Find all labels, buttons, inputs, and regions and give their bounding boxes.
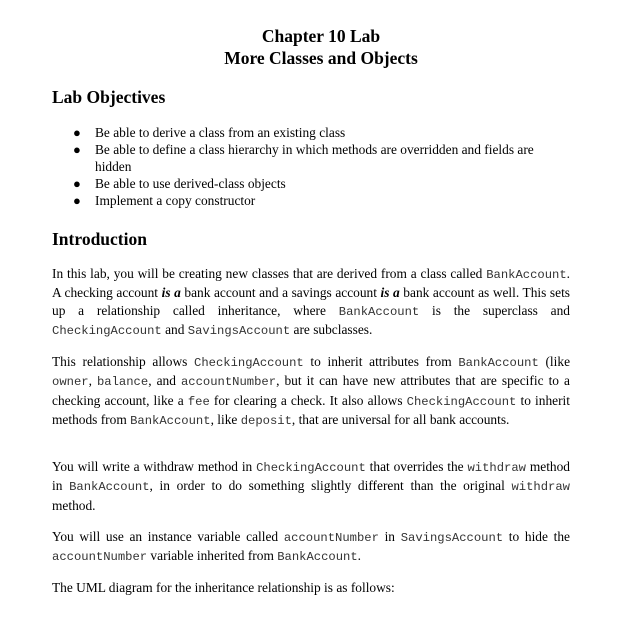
- text: variable inherited from: [147, 548, 278, 564]
- code-term: accountNumber: [180, 375, 277, 390]
- code-term: deposit: [240, 414, 292, 429]
- code-term: accountNumber: [283, 531, 379, 545]
- code-term: BankAccount: [458, 356, 539, 370]
- intro-paragraph-1: [52, 265, 570, 341]
- text: In this lab, you will be creating new classes that are derived from a class called: [52, 266, 487, 281]
- code-term: BankAccount: [486, 268, 567, 282]
- code-term: fee: [187, 394, 210, 409]
- code-term: CheckingAccount: [406, 394, 517, 409]
- text: , like: [210, 412, 241, 428]
- bullet-icon: ●: [73, 125, 81, 140]
- code-term: accountNumber: [52, 550, 148, 565]
- text: (like: [538, 354, 571, 369]
- emphasis: is a: [380, 285, 400, 301]
- text: method.: [52, 497, 96, 513]
- code-term: CheckingAccount: [52, 324, 162, 339]
- text: to hide the: [503, 529, 570, 544]
- code-term: BankAccount: [338, 304, 420, 319]
- bullet-icon: ●: [73, 176, 81, 191]
- code-term: withdraw: [467, 461, 526, 475]
- objective-text: Be able to derive a class from an existing class: [95, 125, 346, 140]
- bullet-icon: ●: [73, 193, 81, 208]
- objective-text: Implement a copy constructor: [95, 193, 256, 208]
- text: ,: [88, 373, 97, 389]
- code-term: BankAccount: [69, 480, 150, 495]
- text: that overrides the: [365, 459, 468, 474]
- objectives-list: [52, 124, 572, 209]
- text: You will write a withdraw method in: [52, 459, 257, 474]
- code-term: balance: [96, 375, 149, 390]
- text: , in order to do something slightly different than the original: [149, 478, 512, 494]
- code-term: SavingsAccount: [187, 324, 291, 339]
- text: , but it can have new attributes that are specific to a checking account, like a: [52, 373, 570, 408]
- text: bank account and a savings account: [180, 285, 381, 301]
- text: for clearing a check. It also allows: [209, 392, 407, 408]
- list-item: [52, 175, 572, 192]
- code-term: withdraw: [511, 480, 570, 495]
- text: in: [378, 529, 401, 544]
- list-item: [52, 124, 572, 141]
- intro-paragraph-5: The UML diagram for the inheritance relationship is as follows:: [52, 580, 395, 595]
- code-term: owner: [52, 375, 89, 390]
- chapter-title: Chapter 10 Lab: [261, 26, 381, 46]
- text: , and: [148, 373, 181, 389]
- text: to inherit methods from: [52, 392, 570, 428]
- emphasis: is a: [161, 285, 181, 301]
- objective-text: Be able to use derived-class objects: [95, 176, 286, 191]
- list-item: [52, 141, 572, 175]
- code-term: CheckingAccount: [256, 461, 366, 475]
- text: bank account as well. This sets up a relationship called inheritance, where: [52, 285, 571, 318]
- lab-objectives-heading: Lab Objectives: [52, 87, 166, 107]
- text: are subclasses.: [290, 322, 373, 338]
- code-term: BankAccount: [130, 414, 211, 429]
- text: .: [357, 548, 362, 564]
- list-item: [52, 192, 572, 209]
- code-term: SavingsAccount: [400, 531, 504, 545]
- introduction-heading: Introduction: [52, 229, 147, 249]
- intro-paragraph-4: [52, 528, 570, 567]
- text: is the superclass and: [419, 302, 570, 318]
- intro-paragraph-2: [52, 353, 570, 431]
- bullet-icon: ●: [73, 142, 81, 157]
- text: and: [161, 322, 188, 338]
- text: to inherit attributes from: [303, 354, 459, 369]
- intro-paragraph-3: [52, 458, 570, 514]
- code-term: CheckingAccount: [194, 356, 304, 370]
- text: , that are universal for all bank accounts.: [291, 412, 510, 428]
- text: method in: [52, 459, 570, 494]
- text: You will use an instance variable called: [52, 529, 284, 544]
- chapter-subtitle: More Classes and Objects: [224, 48, 418, 68]
- text: This relationship allows: [52, 354, 195, 369]
- text: . A checking account: [52, 266, 570, 301]
- code-term: BankAccount: [277, 550, 358, 565]
- objective-text: Be able to define a class hierarchy in which methods are overridden and fields are hidden: [95, 142, 534, 174]
